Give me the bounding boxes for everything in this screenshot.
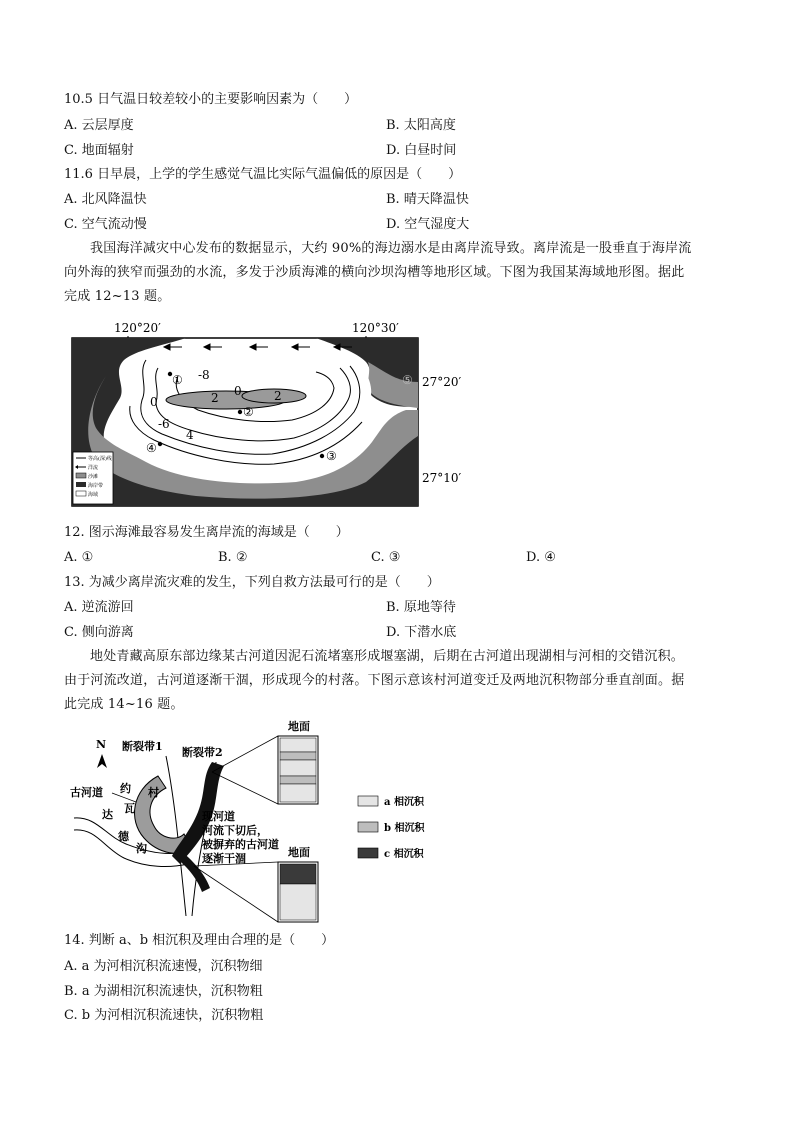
contour-label: -6 <box>158 417 170 431</box>
longitude-label-right: 120°30′ <box>352 321 399 335</box>
fault1-label: 断裂带1 <box>122 740 163 753</box>
point-5: ⑤ <box>402 373 413 387</box>
lower-profile <box>278 862 318 922</box>
q11-stem: 11.6 日早晨，上学的学生感觉气温比实际气温偏低的原因是（ ） <box>64 167 462 182</box>
point-1: ① <box>172 373 183 387</box>
map-legend <box>73 452 113 504</box>
q10-option-b[interactable]: B. 太阳高度 <box>386 118 456 133</box>
passage-line: 由于河流改道，古河道逐渐干涸，形成现今的村落。下图示意该村河道变迁及两地沉积物部分垂直剖面。据 <box>64 673 685 688</box>
legend-sea: 海域 <box>88 492 99 498</box>
q13-option-c[interactable]: C. 侧向游离 <box>64 625 134 640</box>
point-3: ③ <box>326 449 337 463</box>
legend-b: b 相沉积 <box>384 823 425 834</box>
passage-line: 完成 12~13 题。 <box>64 289 171 304</box>
upper-profile <box>278 736 318 804</box>
sediment-legend <box>358 795 425 860</box>
passage-line: 向外海的狭窄而强劲的水流，多发于沙质海滩的横向沙坝沟槽等地形区域。下图为我国某海域地形图。据此 <box>64 265 685 280</box>
latitude-label-top: 27°20′ <box>422 375 462 389</box>
q12-stem: 12. 图示海滩最容易发生离岸流的海域是（ ） <box>64 525 349 540</box>
note-line: 河流下切后， <box>202 824 268 837</box>
legend-a: a 相沉积 <box>384 797 424 808</box>
legend-coast: 海岸带 <box>88 483 104 489</box>
contour-label: 0 <box>150 395 158 409</box>
legend-beach: 沙滩 <box>88 474 99 480</box>
q11-option-b[interactable]: B. 晴天降温快 <box>386 192 469 207</box>
contour-label: 2 <box>274 389 282 403</box>
legend-current: 洋流 <box>88 465 99 471</box>
river-channel-diagram <box>66 716 466 926</box>
q11-option-c[interactable]: C. 空气流动慢 <box>64 217 147 232</box>
q11-option-a[interactable]: A. 北风降温快 <box>64 192 147 207</box>
passage-line: 地处青藏高原东部边缘某古河道因泥石流堵塞形成堰塞湖，后期在古河道出现湖相与河相的交错沉积。 <box>90 649 685 664</box>
note-line: 逐渐干涸 <box>202 852 246 865</box>
village-char: 沟 <box>136 842 147 855</box>
point-4: ④ <box>146 441 157 455</box>
contour-label: 4 <box>186 428 194 442</box>
village-char: 瓦 <box>124 802 135 815</box>
q12-option-a[interactable]: A. ① <box>64 550 94 565</box>
q14-stem: 14. 判断 a、b 相沉积及理由合理的是（ ） <box>64 933 335 948</box>
north-label: N <box>96 738 107 751</box>
q14-option-b[interactable]: B. a 为湖相沉积流速快，沉积物粗 <box>64 984 263 999</box>
q12-option-b[interactable]: B. ② <box>218 550 248 565</box>
q10-option-a[interactable]: A. 云层厚度 <box>64 118 134 133</box>
q12-option-d[interactable]: D. ④ <box>526 550 556 565</box>
contour-label: 2 <box>211 391 219 405</box>
note-line: 被摒弃的古河道 <box>202 838 279 851</box>
coastal-topographic-map <box>66 316 476 510</box>
north-arrow-icon <box>97 754 107 768</box>
q14-option-c[interactable]: C. b 为河相沉积流速快，沉积物粗 <box>64 1008 264 1023</box>
q13-option-a[interactable]: A. 逆流游回 <box>64 600 134 615</box>
contour-label: 0 <box>234 384 242 398</box>
q10-stem: 10.5 日气温日较差较小的主要影响因素为（ ） <box>64 92 358 107</box>
fault2-label: 断裂带2 <box>182 746 223 759</box>
legend-contour: 等高(深)线 <box>88 456 112 462</box>
village-char: 达 <box>102 808 113 821</box>
latitude-label-bottom: 27°10′ <box>422 471 462 485</box>
q10-option-c[interactable]: C. 地面辐射 <box>64 143 134 158</box>
old-channel-label: 古河道 <box>70 786 103 799</box>
q13-option-b[interactable]: B. 原地等待 <box>386 600 456 615</box>
ground-label-lower: 地面 <box>288 846 310 859</box>
q12-option-c[interactable]: C. ③ <box>371 550 401 565</box>
q10-option-d[interactable]: D. 白昼时间 <box>386 143 457 158</box>
legend-c: c 相沉积 <box>384 849 424 860</box>
village-char: 村 <box>148 786 159 799</box>
point-2: ② <box>243 405 254 419</box>
passage-ancient-channel <box>64 645 740 717</box>
passage-rip-current <box>64 237 740 309</box>
q14-option-a[interactable]: A. a 为河相沉积流速慢，沉积物细 <box>64 959 263 974</box>
longitude-label-left: 120°20′ <box>114 321 161 335</box>
village-char: 约 <box>120 782 131 795</box>
passage-line: 此完成 14~16 题。 <box>64 697 184 712</box>
q13-option-d[interactable]: D. 下潜水底 <box>386 625 457 640</box>
q13-stem: 13. 为减少离岸流灾难的发生，下列自救方法最可行的是（ ） <box>64 575 440 590</box>
q11-option-d[interactable]: D. 空气湿度大 <box>386 217 470 232</box>
note-line: 现河道 <box>202 810 235 823</box>
contour-label: -8 <box>198 368 210 382</box>
ground-label-upper: 地面 <box>288 720 310 733</box>
village-char: 德 <box>118 830 129 843</box>
passage-line: 我国海洋减灾中心发布的数据显示，大约 90%的海边溺水是由离岸流导致。离岸流是一股垂直于海岸流 <box>90 241 692 256</box>
